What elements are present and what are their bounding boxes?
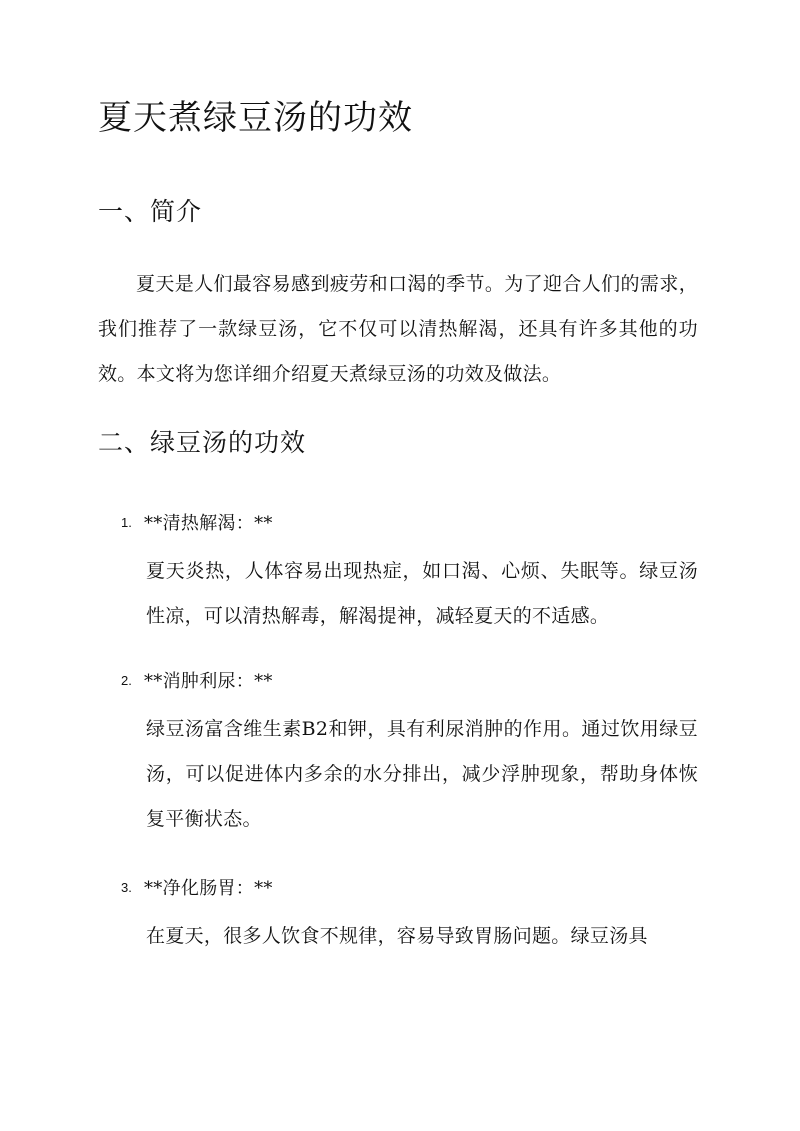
list-item-header [98,663,698,697]
intro-paragraph: 夏天是人们最容易感到疲劳和口渴的季节。为了迎合人们的需求，我们推荐了一款绿豆汤，它不仅可以清热解渴，还具有许多其他的功效。本文将为您详细介绍夏天煮绿豆汤的功效及做法。 [98,273,698,385]
section-heading-benefits: 二、绿豆汤的功效 [98,428,307,457]
list-item-body: 绿豆汤富含维生素B2和钾，具有利尿消肿的作用。通过饮用绿豆汤，可以促进体内多余的水分排出，减少浮肿现象，帮助身体恢复平衡状态。 [146,718,698,830]
list-item [98,663,698,842]
section-heading-intro: 一、简介 [98,197,203,226]
list-item [98,870,698,959]
list-item-label: **清热解渴：** [144,513,273,534]
list-item-number: 3. [121,879,132,895]
list-item-header [98,870,698,904]
list-item-label: **净化肠胃：** [144,878,273,899]
list-item-header [98,505,698,539]
list-item-number: 2. [121,672,132,688]
list-item [98,505,698,639]
document-title: 夏天煮绿豆汤的功效 [98,98,413,138]
list-item-number: 1. [121,514,132,530]
list-item-body: 夏天炎热，人体容易出现热症，如口渴、心烦、失眠等。绿豆汤性凉，可以清热解毒，解渴提神，减轻夏天的不适感。 [146,560,698,627]
list-item-body: 在夏天，很多人饮食不规律，容易导致胃肠问题。绿豆汤具 [146,925,648,947]
list-item-label: **消肿利尿：** [144,671,273,692]
